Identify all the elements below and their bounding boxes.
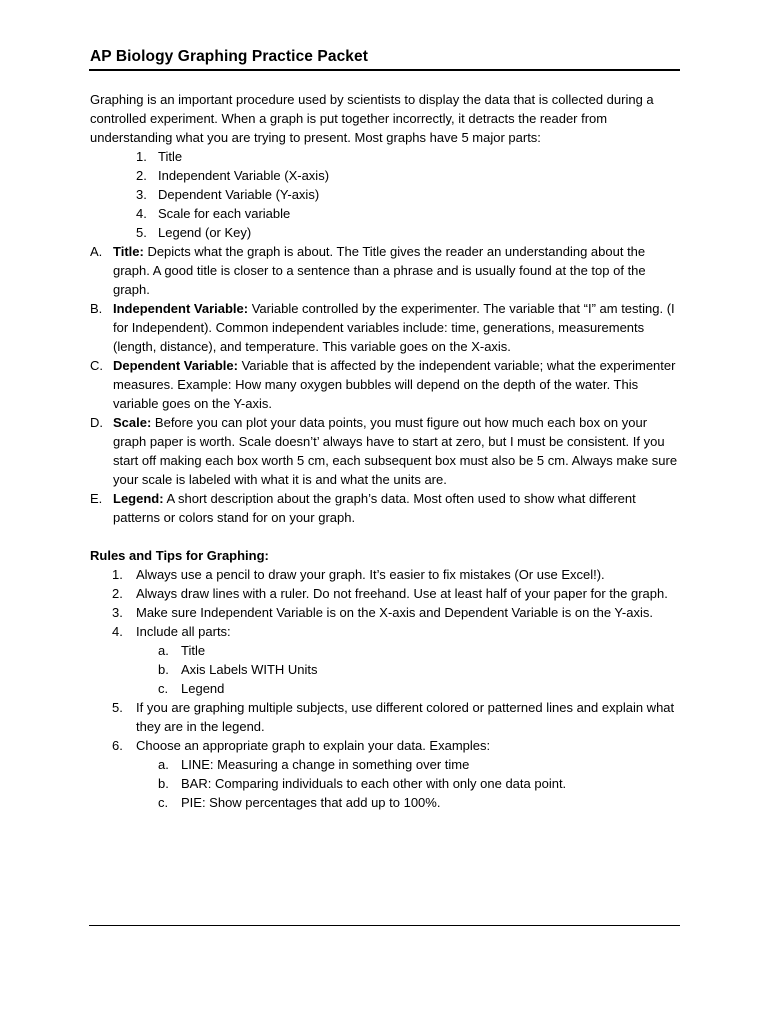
footer-divider xyxy=(89,925,680,926)
definition-independent-variable: B. Independent Variable: Variable controlled by the experimenter. The variable that “I” am testing. (I for Independent). Common independent variables include: time, generations, measurements (length, distance), and temperature. This variable goes on the X-axis. xyxy=(90,301,675,354)
page-title: AP Biology Graphing Practice Packet xyxy=(90,48,368,65)
list-item: 1. Title xyxy=(136,149,183,164)
definition-dependent-variable: C. Dependent Variable: Variable that is affected by the independent variable; what the experimenter measures. Example: How many oxygen bubbles will depend on the depth of the water. This variable goes on the Y-axis. xyxy=(90,358,676,411)
sub-list-item: a. Title xyxy=(158,643,206,658)
list-item: 1. Always use a pencil to draw your graph. It’s easier to fix mistakes (Or use Excel!). xyxy=(112,567,605,582)
list-item: 5. Legend (or Key) xyxy=(136,225,252,240)
list-item: 3. Make sure Independent Variable is on the X-axis and Dependent Variable is on the Y-axis. xyxy=(112,605,653,620)
sub-list-item: b. BAR: Comparing individuals to each other with only one data point. xyxy=(158,776,567,791)
list-item: 5. If you are graphing multiple subjects, use different colored or patterned lines and explain what they are in the legend. xyxy=(112,700,675,734)
intro-paragraph: Graphing is an important procedure used by scientists to display the data that is collected during a controlled experiment. When a graph is put together incorrectly, it detracts the reader from understanding what you are trying to present. Most graphs have 5 major parts: xyxy=(90,92,654,145)
rules-list xyxy=(90,565,682,812)
definition-scale: D. Scale: Before you can plot your data points, you must figure out how much each box on your graph paper is worth. Scale doesn’t’ always have to start at zero, but I must be consistent. If you start off making each box worth 5 cm, each subsequent box must also be 5 cm. Always make sure your scale is labeled with what it is and what the units are. xyxy=(90,415,678,487)
list-item: 6. Choose an appropriate graph to explain your data. Examples: a. LINE: Measuring a change in something over time b. BAR: Comparing individuals to each other with only one data point. c. PIE: Show percentages that add up to 100%. xyxy=(90,736,682,812)
sub-list-item: b. Axis Labels WITH Units xyxy=(158,662,318,677)
sub-list xyxy=(136,641,682,698)
document-body xyxy=(90,90,682,812)
definitions-list xyxy=(90,242,682,527)
major-parts-list xyxy=(90,147,682,242)
sub-list-item: c. PIE: Show percentages that add up to 100%. xyxy=(158,795,441,810)
list-item: 3. Dependent Variable (Y-axis) xyxy=(136,187,320,202)
definition-title: A. Title: Depicts what the graph is about. The Title gives the reader an understanding about the graph. A good title is closer to a sentence than a phrase and is usually found at the top of the graph. xyxy=(90,244,646,297)
list-item: 4. Scale for each variable xyxy=(136,206,291,221)
rules-heading: Rules and Tips for Graphing: xyxy=(90,548,269,563)
header-divider xyxy=(89,69,680,71)
definition-legend: E. Legend: A short description about the graph’s data. Most often used to show what different patterns or colors stand for on your graph. xyxy=(90,491,636,525)
sub-list-item: c. Legend xyxy=(158,681,225,696)
list-item: 2. Always draw lines with a ruler. Do not freehand. Use at least half of your paper for the graph. xyxy=(112,586,668,601)
list-item: 4. Include all parts: a. Title b. Axis Labels WITH Units c. Legend xyxy=(90,622,682,698)
sub-list-item: a. LINE: Measuring a change in something over time xyxy=(158,757,470,772)
sub-list xyxy=(136,755,682,812)
list-item: 2. Independent Variable (X-axis) xyxy=(136,168,330,183)
